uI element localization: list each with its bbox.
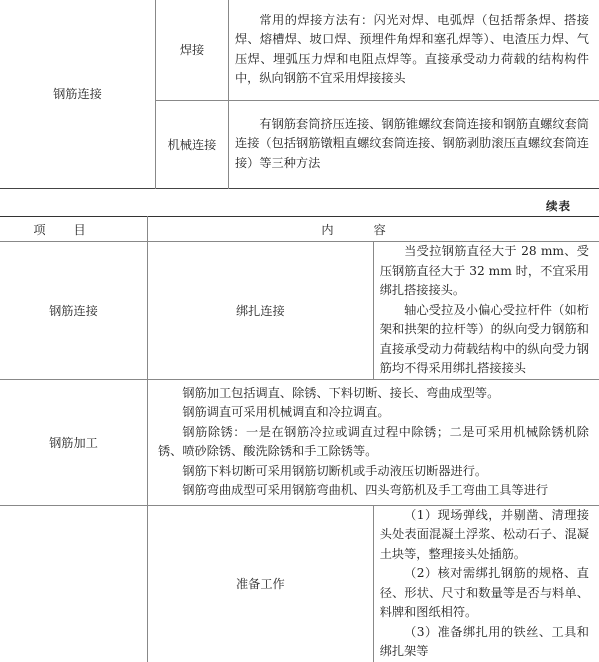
method-cell <box>156 100 229 188</box>
content-cell <box>229 100 599 188</box>
method-label: 绑扎连接 <box>236 304 285 318</box>
content-cell <box>148 379 599 505</box>
content-paragraph: 钢筋调直可采用机械调直和冷拉调直。 <box>158 403 589 423</box>
category-cell <box>0 505 148 662</box>
header-content: 内容 <box>148 217 599 242</box>
content-paragraph: （1）现场弹线，并剔凿、清理接头处表面混凝土浮浆、松动石子、混凝土块等，整理接头处插筋。 <box>380 506 589 565</box>
content-paragraph: 钢筋加工包括调直、除锈、下料切断、接长、弯曲成型等。 <box>158 384 589 404</box>
category-label: 钢筋加工 <box>49 436 98 450</box>
header-item: 项目 <box>0 217 148 242</box>
content-paragraph: 钢筋弯曲成型可采用钢筋弯曲机、四头弯筋机及手工弯曲工具等进行 <box>158 481 589 501</box>
category-cell <box>0 242 148 380</box>
method-label: 机械连接 <box>168 138 217 152</box>
category-cell <box>0 379 148 505</box>
content-text: 常用的焊接方法有：闪光对焊、电弧焊（包括帮条焊、搭接焊、熔槽焊、坡口焊、预埋件角焊和塞孔焊等）、电渣压力焊、气压焊、埋弧压力焊和电阻点焊等。直接承受动力荷载的结构构件中，纵向钢筋不宜采用焊接接头 <box>235 11 589 89</box>
method-label: 准备工作 <box>236 577 285 591</box>
method-cell <box>156 0 229 100</box>
category-label: 钢筋连接 <box>53 87 102 101</box>
content-cell <box>229 0 599 100</box>
category-label: 钢筋连接 <box>49 304 98 318</box>
content-paragraph: （2）核对需绑扎钢筋的规格、直径、形状、尺寸和数量等是否与料单、料牌和图纸相符。 <box>380 564 589 623</box>
content-paragraph: 当受拉钢筋直径大于 28 mm、受压钢筋直径大于 32 mm 时，不宜采用绑扎搭接接头。 <box>380 242 589 301</box>
content-cell <box>373 505 599 662</box>
method-cell <box>148 505 374 662</box>
continued-table <box>0 216 599 662</box>
content-text: 有钢筋套筒挤压连接、钢筋锥螺纹套筒连接和钢筋直螺纹套筒连接（包括钢筋镦粗直螺纹套筒连接、钢筋剥肋滚压直螺纹套筒连接）等三种方法 <box>235 115 589 174</box>
method-label: 焊接 <box>180 43 204 57</box>
content-paragraph: 钢筋除锈：一是在钢筋冷拉或调直过程中除锈；二是可采用机械除锈机除锈、喷砂除锈、酸洗除锈和手工除锈等。 <box>158 423 589 462</box>
category-cell <box>0 0 156 188</box>
content-paragraph: 轴心受拉及小偏心受拉杆件（如桁架和拱架的拉杆等）的纵向受力钢筋和直接承受动力荷载结构中的纵向受力钢筋均不得采用绑扎搭接接头 <box>380 301 589 379</box>
continued-label: 续表 <box>546 198 571 214</box>
content-paragraph: （3）准备绑扎用的铁丝、工具和绑扎架等 <box>380 623 589 662</box>
header-row <box>0 217 599 242</box>
method-cell <box>148 242 374 380</box>
rebar-connection-table <box>0 0 599 189</box>
content-cell <box>373 242 599 380</box>
content-paragraph: 钢筋下料切断可采用钢筋切断机或手动液压切断器进行。 <box>158 462 589 482</box>
